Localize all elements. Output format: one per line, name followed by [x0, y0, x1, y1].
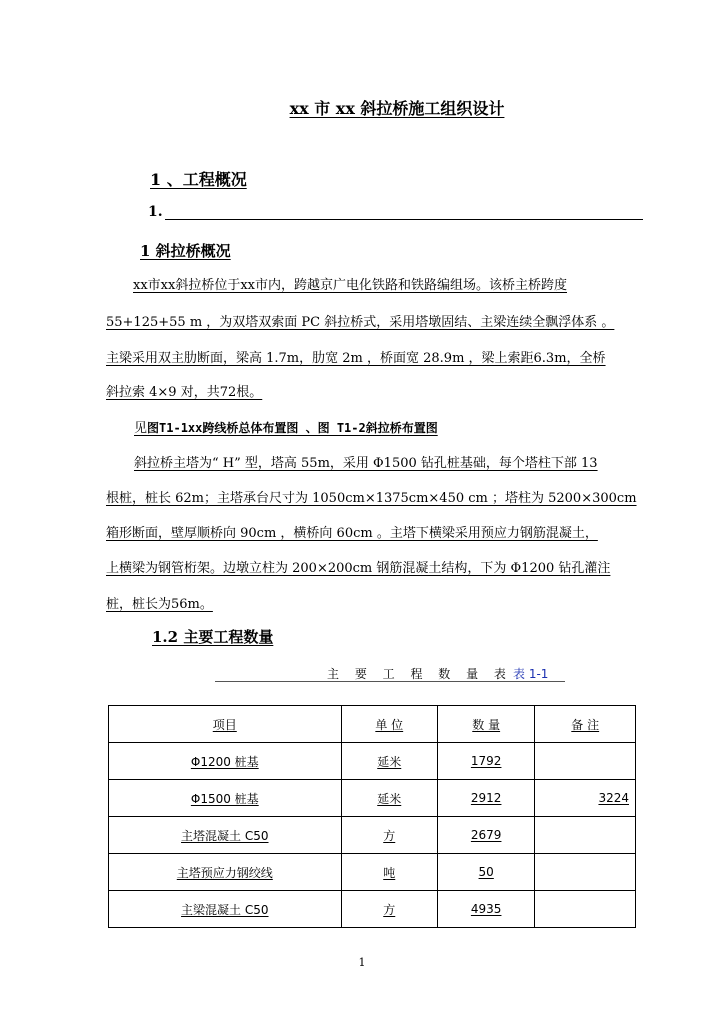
table-cell: 1792 [437, 743, 535, 780]
table-cell: 50 [437, 854, 535, 891]
table-caption [215, 665, 565, 682]
table-cell: 方 [341, 891, 437, 928]
table-cell: 2912 [437, 780, 535, 817]
table-header-cell: 单 位 [341, 706, 437, 743]
table-cell [535, 891, 636, 928]
table-cell: 延米 [341, 743, 437, 780]
paragraph-line: 根桩，桩长 62m；主塔承台尺寸为 1050cm×1375cm×450 cm ；塔柱为 5200×300cm [106, 491, 637, 506]
table-cell: 吨 [341, 854, 437, 891]
quantity-table [108, 705, 636, 928]
table-cell: 主塔混凝土 C50 [109, 817, 342, 854]
table-cell [535, 743, 636, 780]
paragraph-line: xx市xx斜拉桥位于xx市内，跨越京广电化铁路和铁路编组场。该桥主桥跨度 [133, 278, 567, 293]
table-row [109, 743, 636, 780]
table-header-cell: 数 量 [437, 706, 535, 743]
document-title: xx 市 xx 斜拉桥施工组织设计 [289, 99, 505, 118]
table-cell: 方 [341, 817, 437, 854]
table-row [109, 817, 636, 854]
table-cell: 3224 [535, 780, 636, 817]
table-cell: 主塔预应力钢绞线 [109, 854, 342, 891]
table-cell: 4935 [437, 891, 535, 928]
underline-rule [165, 209, 643, 220]
table-caption-title: 主 要 工 程 数 量 表 [327, 667, 512, 681]
figure-reference-prefix: 见 [134, 421, 148, 436]
paragraph-line: 斜拉索 4×9 对，共72根。 [106, 385, 263, 400]
table-header-cell: 备 注 [535, 706, 636, 743]
table-header-cell: 项目 [109, 706, 342, 743]
table-cell: Φ1500 桩基 [109, 780, 342, 817]
table-cell [535, 817, 636, 854]
paragraph-line: 主梁采用双主肋断面，梁高 1.7m，肋宽 2m ，桥面宽 28.9m ，梁上索距6.3m，全桥 [106, 351, 606, 366]
page-number: 1 [358, 956, 366, 969]
figure-reference [134, 417, 438, 436]
table-row [109, 854, 636, 891]
table-cell: 2679 [437, 817, 535, 854]
section-subheading-number: 1. [148, 204, 163, 220]
paragraph-line: 桩，桩长为56m。 [106, 597, 213, 612]
table-row [109, 891, 636, 928]
section-subheading-1 [148, 204, 643, 220]
table-cell: 延米 [341, 780, 437, 817]
figure-reference-text: 图T1-1xx跨线桥总体布置图 、图 T1-2斜拉桥布置图 [147, 421, 438, 435]
paragraph-line: 上横梁为钢管桁架。边墩立柱为 200×200cm 钢筋混凝土结构，下为 Φ1200 钻孔灌注 [106, 561, 611, 576]
subsection-heading-2: 1.2 主要工程数量 [152, 628, 274, 646]
table-cell: Φ1200 桩基 [109, 743, 342, 780]
subsection-heading-1: 1 斜拉桥概况 [140, 242, 231, 260]
table-cell [535, 854, 636, 891]
paragraph-line: 箱形断面，壁厚顺桥向 90cm ，横桥向 60cm 。主塔下横梁采用预应力钢筋混凝土， [106, 526, 598, 541]
table-row [109, 780, 636, 817]
paragraph-line: 55+125+55 m ，为双塔双索面 PC 斜拉桥式，采用塔墩固结、主梁连续全飘浮体系 。 [106, 315, 615, 330]
table-cell: 主梁混凝土 C50 [109, 891, 342, 928]
table-caption-number: 表 1-1 [513, 667, 549, 681]
paragraph-line: 斜拉桥主塔为“ H” 型，塔高 55m，采用 Φ1500 钻孔桩基础，每个塔柱下部 13 [134, 456, 598, 471]
table-header-row [109, 706, 636, 743]
section-heading-1: 1 、工程概况 [150, 170, 247, 189]
